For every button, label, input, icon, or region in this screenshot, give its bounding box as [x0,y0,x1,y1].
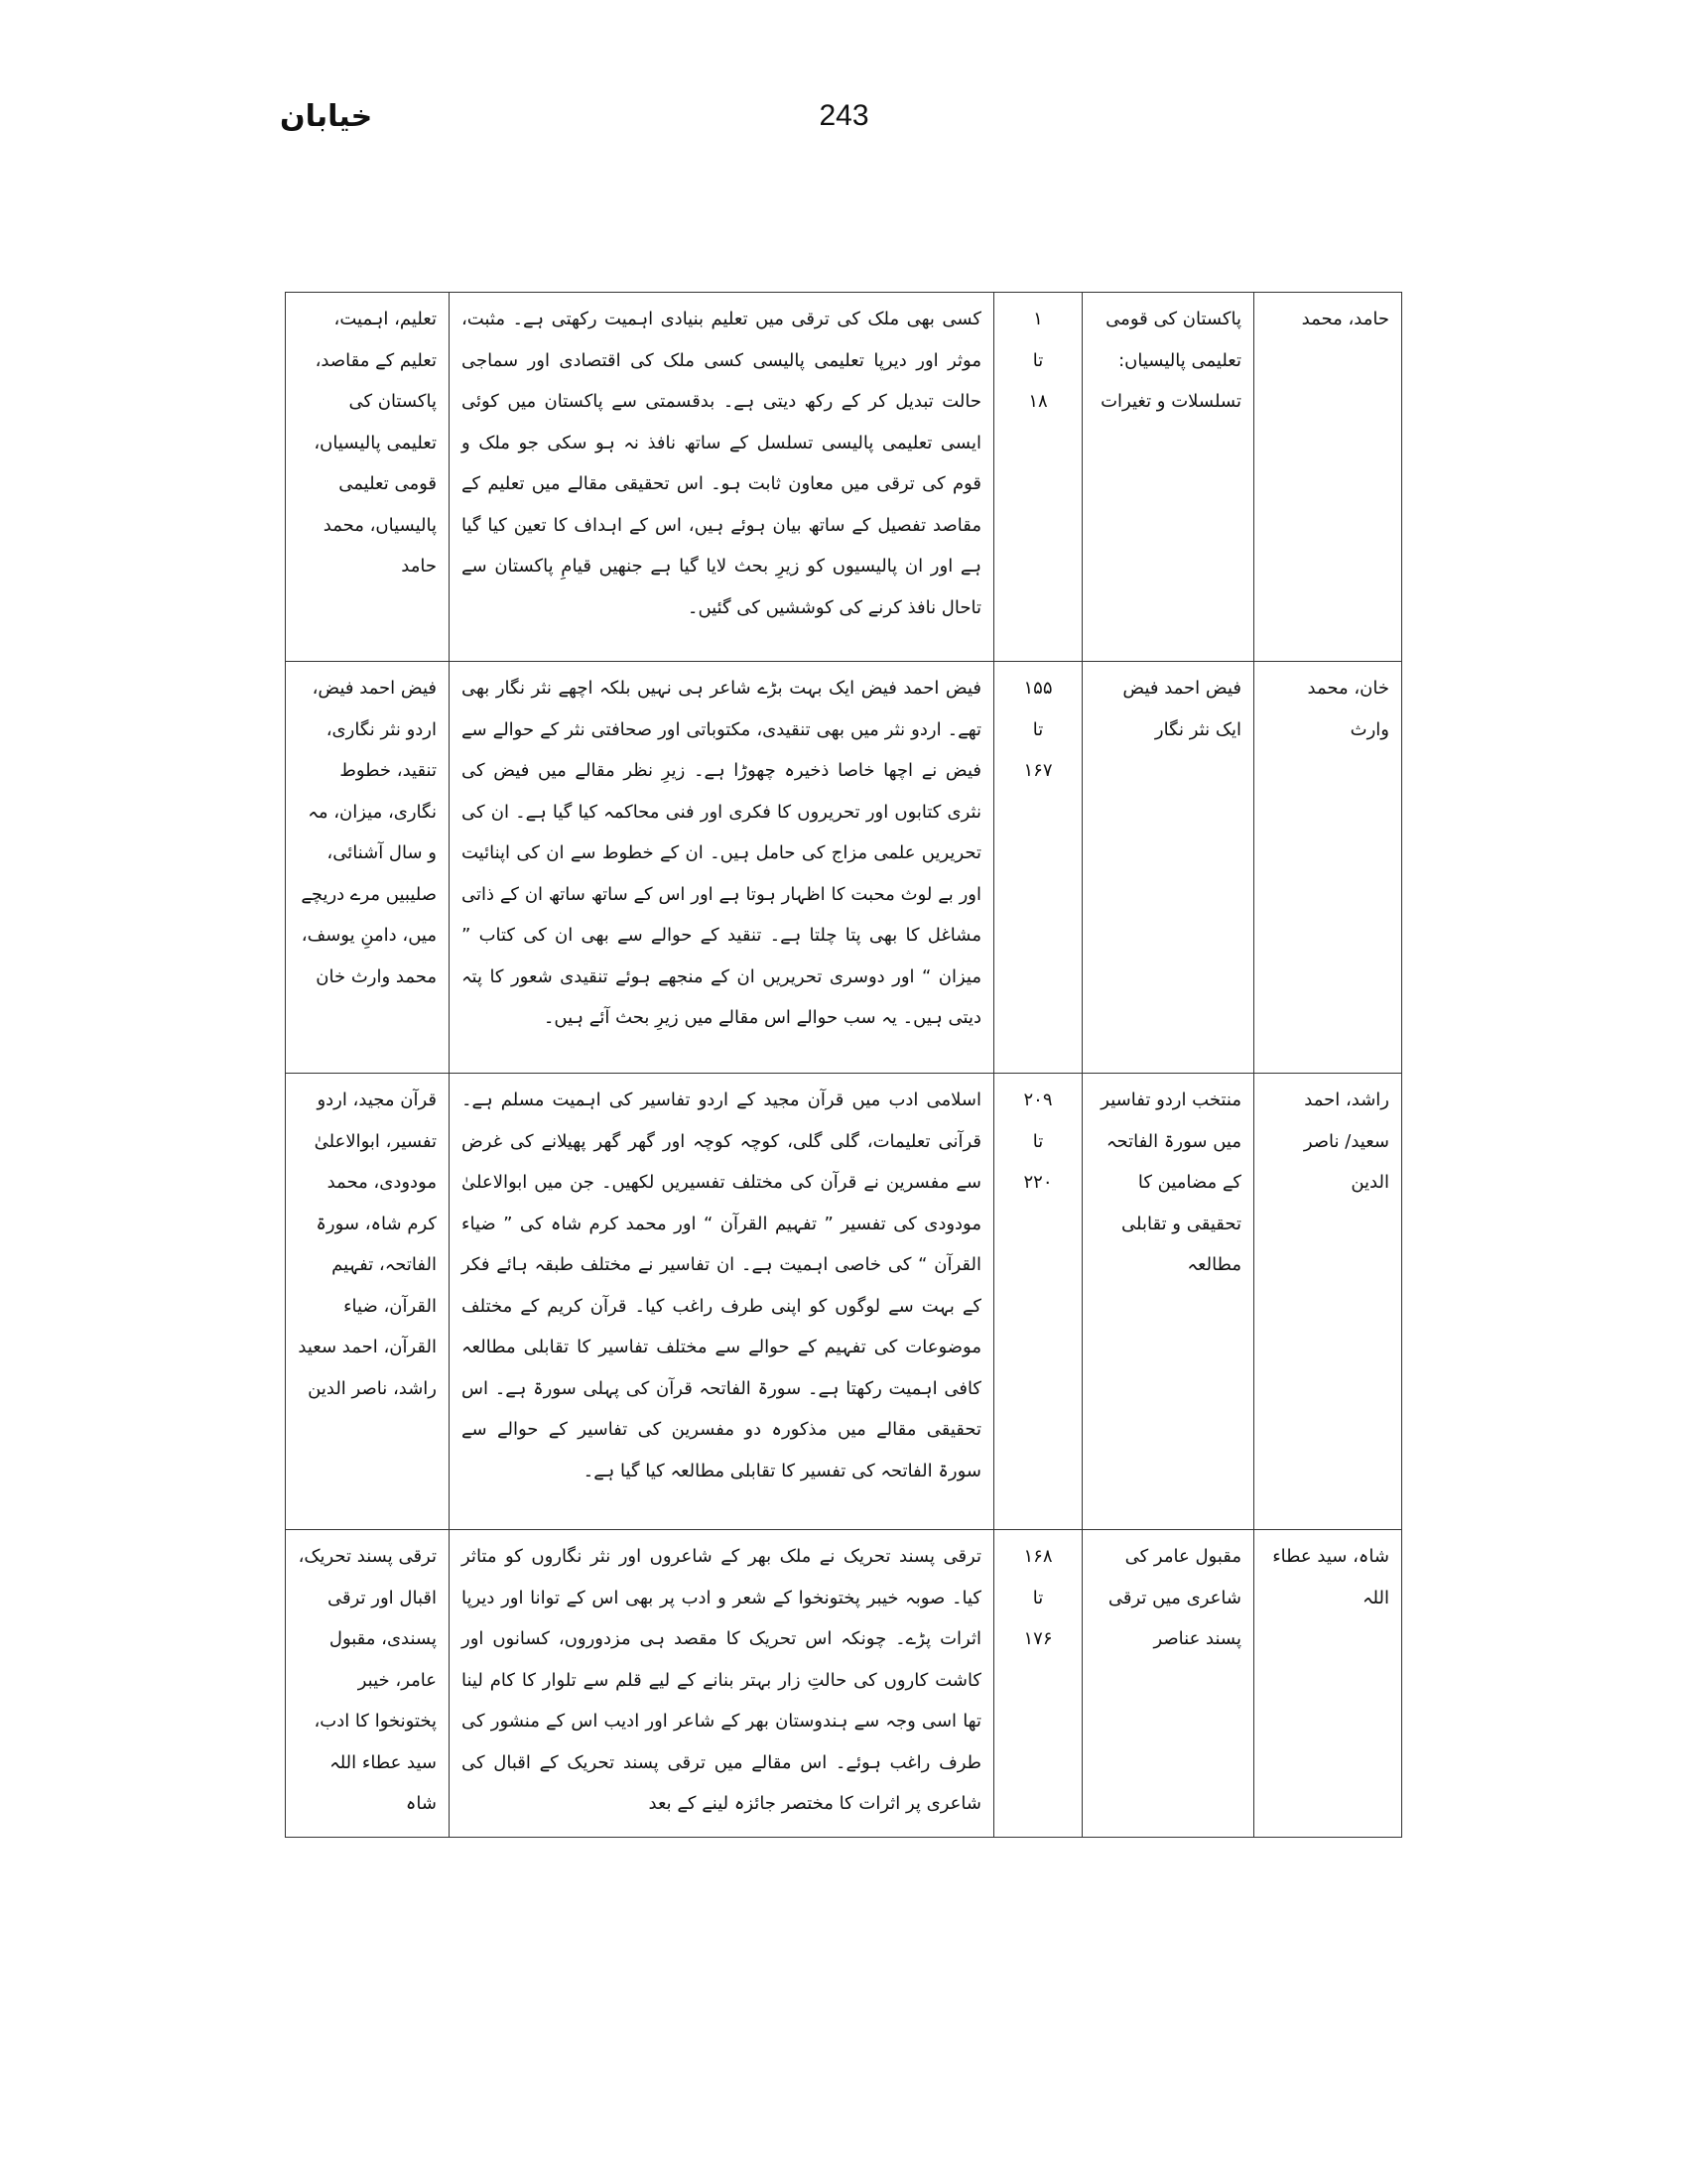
abstract-cell: فیض احمد فیض ایک بہت بڑے شاعر ہی نہیں بلکہ اچھے نثر نگار بھی تھے۔ اردو نثر میں بھی تنقیدی، مکتوباتی اور صحافتی نثر کے حوالے سے فیض نے اچھا خاصا ذخیرہ چھوڑا ہے۔ زیرِ نظر مقالے میں فیض کی نثری کتابوں اور تحریروں کا فکری اور فنی محاکمہ کیا گیا ہے۔ ان کی تحریریں علمی مزاج کی حامل ہیں۔ ان کے خطوط سے ان کی اپنائیت اور بے لوث محبت کا اظہار ہوتا ہے اور اس کے ساتھ ساتھ ان کے ذاتی مشاغل کا بھی پتا چلتا ہے۔ تنقید کے حوالے سے بھی ان کی کتاب ” میزان “ اور دوسری تحریریں ان کے منجھے ہوئے تنقیدی شعور کا پتہ دیتی ہیں۔ یہ سب حوالے اس مقالے میں زیرِ بحث آئے ہیں۔ [450,662,994,1074]
title-cell: مقبول عامر کی شاعری میں ترقی پسند عناصر [1083,1530,1254,1838]
keywords-cell: تعلیم، اہمیت، تعلیم کے مقاصد، پاکستان کی تعلیمی پالیسیاں، قومی تعلیمی پالیسیاں، محمد حامد [286,293,450,662]
author-cell: شاہ، سید عطاء اللہ [1254,1530,1402,1838]
table-row [286,1530,1402,1838]
page-start: ۱۶۸ [1023,1546,1053,1567]
page-end: ۱۷۶ [1023,1628,1053,1649]
page-separator: تا [1032,1130,1044,1152]
page-separator: تا [1032,1587,1044,1608]
table-row [286,1074,1402,1530]
abstract-cell: ترقی پسند تحریک نے ملک بھر کے شاعروں اور نثر نگاروں کو متاثر کیا۔ صوبہ خیبر پختونخوا کے شعر و ادب پر بھی اس کے توانا اور دیرپا اثرات پڑے۔ چونکہ اس تحریک کا مقصد ہی مزدوروں، کسانوں اور کاشت کاروں کی حالتِ زار بہتر بنانے کے لیے قلم سے تلوار کا کام لینا تھا اسی وجہ سے ہندوستان بھر کے شاعر اور ادیب اس کے منشور کی طرف راغب ہوئے۔ اس مقالے میں ترقی پسند تحریک کے اقبال کی شاعری پر اثرات کا مختصر جائزہ لینے کے بعد [450,1530,994,1838]
keywords-cell: فیض احمد فیض، اردو نثر نگاری، تنقید، خطوط نگاری، میزان، مہ و سال آشنائی، صلیبیں مرے دریچے میں، دامنِ یوسف، محمد وارث خان [286,662,450,1074]
author-cell: حامد، محمد [1254,293,1402,662]
title-cell: فیض احمد فیض ایک نثر نگار [1083,662,1254,1074]
page-separator: تا [1032,718,1044,740]
journal-title: خیابان [280,99,373,134]
page-number: 243 [819,99,869,132]
keywords-cell: ترقی پسند تحریک، اقبال اور ترقی پسندی، مقبول عامر، خیبر پختونخوا کا ادب، سید عطاء اللہ شاہ [286,1530,450,1838]
pages-cell [994,1530,1083,1838]
table-row [286,293,1402,662]
author-cell: راشد، احمد سعید/ ناصر الدین [1254,1074,1402,1530]
page-start: ۲۰۹ [1023,1090,1053,1110]
title-cell: منتخب اردو تفاسیر میں سورۃ الفاتحہ کے مضامین کا تحقیقی و تقابلی مطالعہ [1083,1074,1254,1530]
title-cell: پاکستان کی قومی تعلیمی پالیسیاں: تسلسلات و تغیرات [1083,293,1254,662]
pages-cell [994,662,1083,1074]
page-end: ۱۸ [1028,391,1048,412]
keywords-cell: قرآن مجید، اردو تفسیر، ابوالاعلیٰ مودودی، محمد کرم شاہ، سورۃ الفاتحہ، تفہیم القرآن، ضیاء القرآن، احمد سعید راشد، ناصر الدین [286,1074,450,1530]
author-cell: خان، محمد وارث [1254,662,1402,1074]
abstract-cell: اسلامی ادب میں قرآن مجید کے اردو تفاسیر کی اہمیت مسلم ہے۔ قرآنی تعلیمات، گلی گلی، کوچہ کوچہ اور گھر گھر پھیلانے کی غرض سے مفسرین نے قرآن کی مختلف تفسیریں لکھیں۔ جن میں ابوالاعلیٰ مودودی کی تفسیر ” تفہیم القرآن “ اور محمد کرم شاہ کی ” ضیاء القرآن “ کی خاصی اہمیت ہے۔ ان تفاسیر نے مختلف طبقہ ہائے فکر کے بہت سے لوگوں کو اپنی طرف راغب کیا۔ قرآن کریم کے مختلف موضوعات کی تفہیم کے حوالے سے مختلف تفاسیر کا تقابلی مطالعہ کافی اہمیت رکھتا ہے۔ سورۃ الفاتحہ قرآن کی پہلی سورۃ ہے۔ اس تحقیقی مقالے میں مذکورہ دو مفسرین کی تفاسیر کے حوالے سے سورۃ الفاتحہ کی تفسیر کا تقابلی مطالعہ کیا گیا ہے۔ [450,1074,994,1530]
page-start: ۱ [1033,309,1043,329]
page-start: ۱۵۵ [1023,678,1053,699]
article-index-table [285,292,1402,1838]
pages-cell [994,293,1083,662]
page-end: ۲۲۰ [1023,1172,1053,1193]
table-row [286,662,1402,1074]
page-end: ۱۶۷ [1023,760,1053,781]
page-separator: تا [1032,349,1044,371]
abstract-cell: کسی بھی ملک کی ترقی میں تعلیم بنیادی اہمیت رکھتی ہے۔ مثبت، موثر اور دیرپا تعلیمی پالیسی کسی ملک کی اقتصادی اور سماجی حالت تبدیل کر کے رکھ دیتی ہے۔ بدقسمتی سے پاکستان میں کوئی ایسی تعلیمی پالیسی تسلسل کے ساتھ نافذ نہ ہو سکی جو ملک و قوم کی ترقی میں معاون ثابت ہو۔ اس تحقیقی مقالے میں تعلیم کے مقاصد تفصیل کے ساتھ بیان ہوئے ہیں، اس کے اہداف کا تعین کیا گیا ہے اور ان پالیسیوں کو زیرِ بحث لایا گیا ہے جنھیں قیامِ پاکستان سے تاحال نافذ کرنے کی کوششیں کی گئیں۔ [450,293,994,662]
pages-cell [994,1074,1083,1530]
